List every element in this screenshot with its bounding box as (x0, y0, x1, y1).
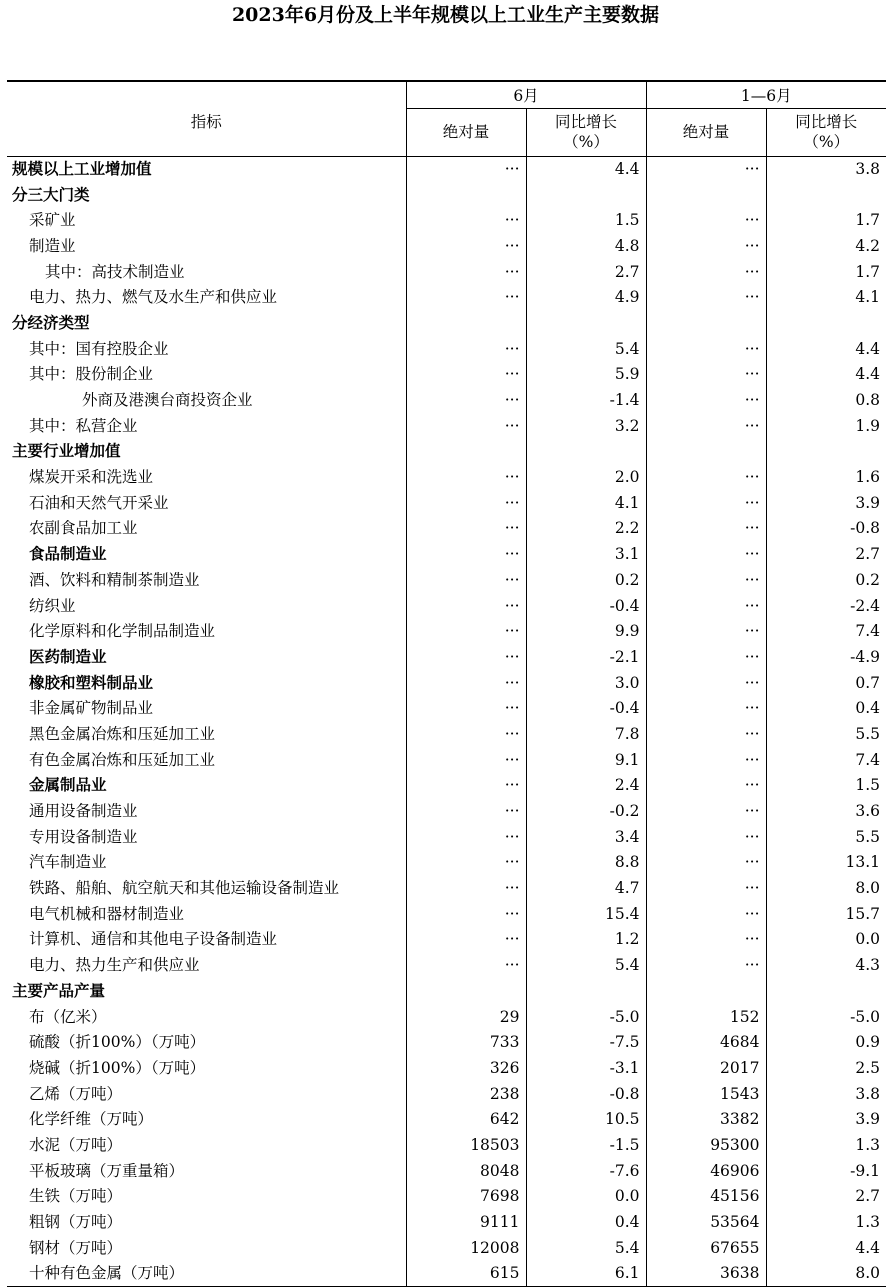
jan-june-absolute-cell (646, 978, 766, 1004)
page-title: 2023年6月份及上半年规模以上工业生产主要数据 (231, 4, 660, 26)
jan-june-yoy-cell: 4.4 (766, 362, 886, 388)
jan-june-absolute-cell: ··· (646, 798, 766, 824)
jan-june-yoy-cell: 15.7 (766, 901, 886, 927)
table-row (7, 773, 886, 799)
table-row (7, 901, 886, 927)
row-label: 制造业 (29, 236, 76, 255)
june-absolute-cell: ··· (406, 593, 526, 619)
june-absolute-cell (406, 182, 526, 208)
june-yoy-cell: -1.4 (526, 387, 646, 413)
jan-june-yoy-cell: 0.9 (766, 1029, 886, 1055)
june-yoy-cell: -2.1 (526, 644, 646, 670)
june-yoy-cell: 2.7 (526, 259, 646, 285)
jan-june-absolute-cell: ··· (646, 516, 766, 542)
table-row (7, 182, 886, 208)
june-absolute-cell: ··· (406, 490, 526, 516)
row-label: 石油和天然气开采业 (29, 493, 169, 512)
june-absolute-cell: ··· (406, 516, 526, 542)
june-absolute-cell: 8048 (406, 1158, 526, 1184)
jan-june-yoy-cell (766, 439, 886, 465)
jan-june-yoy-cell: 1.3 (766, 1209, 886, 1235)
table-row (7, 927, 886, 953)
table-row (7, 1029, 886, 1055)
jan-june-yoy-cell: 4.2 (766, 233, 886, 259)
jan-june-yoy-cell: -0.8 (766, 516, 886, 542)
jan-june-absolute-cell: 4684 (646, 1029, 766, 1055)
june-absolute-cell: 642 (406, 1106, 526, 1132)
jan-june-yoy-cell: 0.8 (766, 387, 886, 413)
june-yoy-cell: 5.4 (526, 336, 646, 362)
jan-june-yoy-cell: 13.1 (766, 850, 886, 876)
june-yoy-cell: -0.2 (526, 798, 646, 824)
row-label: 粗钢（万吨） (29, 1213, 123, 1232)
row-label: 采矿业 (29, 211, 76, 230)
june-yoy-cell: -7.5 (526, 1029, 646, 1055)
header-june: 6月 (406, 81, 646, 108)
jan-june-yoy-cell: 2.7 (766, 541, 886, 567)
june-absolute-cell (406, 978, 526, 1004)
row-label: 硫酸（折100%）（万吨） (29, 1033, 206, 1052)
june-yoy-cell: 0.0 (526, 1184, 646, 1210)
jan-june-yoy-cell (766, 978, 886, 1004)
table-row (7, 1209, 886, 1235)
table-row (7, 721, 886, 747)
table-row (7, 1261, 886, 1287)
jan-june-absolute-cell: ··· (646, 567, 766, 593)
row-label: 电力、热力生产和供应业 (29, 956, 200, 975)
table-row (7, 952, 886, 978)
table-row (7, 516, 886, 542)
june-yoy-cell: 10.5 (526, 1106, 646, 1132)
table-row (7, 207, 886, 233)
june-yoy-cell: 8.8 (526, 850, 646, 876)
table-row (7, 387, 886, 413)
jan-june-absolute-cell: ··· (646, 747, 766, 773)
jan-june-yoy-cell: 5.5 (766, 824, 886, 850)
row-label: 其中：高技术制造业 (45, 262, 185, 281)
june-yoy-cell: -5.0 (526, 1004, 646, 1030)
row-label: 电力、热力、燃气及水生产和供应业 (29, 288, 278, 307)
jan-june-yoy-cell: 4.1 (766, 284, 886, 310)
june-yoy-cell: 2.0 (526, 464, 646, 490)
row-label: 酒、饮料和精制茶制造业 (29, 570, 200, 589)
june-absolute-cell: 615 (406, 1261, 526, 1287)
jan-june-absolute-cell: 3382 (646, 1106, 766, 1132)
jan-june-absolute-cell: 53564 (646, 1209, 766, 1235)
row-label: 非金属矿物制品业 (29, 699, 154, 718)
table-row (7, 1235, 886, 1261)
june-absolute-cell: ··· (406, 901, 526, 927)
june-yoy-cell: 0.2 (526, 567, 646, 593)
june-yoy-cell: 9.1 (526, 747, 646, 773)
jan-june-absolute-cell: ··· (646, 490, 766, 516)
jan-june-yoy-cell: -2.4 (766, 593, 886, 619)
row-label: 分三大门类 (12, 184, 90, 204)
june-absolute-cell: ··· (406, 927, 526, 953)
june-yoy-cell: -1.5 (526, 1132, 646, 1158)
table-row (7, 695, 886, 721)
row-label: 食品制造业 (29, 544, 107, 564)
table-row (7, 490, 886, 516)
june-yoy-cell: 3.0 (526, 670, 646, 696)
june-yoy-cell: -0.4 (526, 695, 646, 721)
june-absolute-cell (406, 439, 526, 465)
table-row (7, 618, 886, 644)
jan-june-yoy-cell: 3.9 (766, 1106, 886, 1132)
row-label: 电气机械和器材制造业 (29, 904, 185, 923)
june-yoy-cell: 4.8 (526, 233, 646, 259)
row-label: 主要行业增加值 (12, 441, 121, 461)
row-label: 化学纤维（万吨） (29, 1110, 154, 1129)
june-absolute-cell: ··· (406, 824, 526, 850)
jan-june-absolute-cell: ··· (646, 259, 766, 285)
row-label: 计算机、通信和其他电子设备制造业 (29, 930, 278, 949)
table-row (7, 439, 886, 465)
row-label: 煤炭开采和洗选业 (29, 468, 154, 487)
june-absolute-cell: 12008 (406, 1235, 526, 1261)
table-row (7, 233, 886, 259)
table-body (7, 156, 886, 1286)
row-label: 其中：国有控股企业 (29, 339, 169, 358)
jan-june-yoy-cell: 0.7 (766, 670, 886, 696)
jan-june-yoy-cell: 4.3 (766, 952, 886, 978)
row-label: 生铁（万吨） (29, 1187, 123, 1206)
june-absolute-cell: ··· (406, 387, 526, 413)
table-row (7, 978, 886, 1004)
june-absolute-cell: ··· (406, 695, 526, 721)
table-row (7, 336, 886, 362)
table-row (7, 1158, 886, 1184)
jan-june-yoy-cell: 1.7 (766, 207, 886, 233)
table-row (7, 875, 886, 901)
table-row (7, 1184, 886, 1210)
table-row (7, 798, 886, 824)
row-label: 分经济类型 (12, 312, 90, 332)
june-yoy-cell: 3.4 (526, 824, 646, 850)
jan-june-absolute-cell: 1543 (646, 1081, 766, 1107)
jan-june-absolute-cell: ··· (646, 952, 766, 978)
june-absolute-cell (406, 310, 526, 336)
june-absolute-cell: ··· (406, 156, 526, 182)
june-absolute-cell: ··· (406, 464, 526, 490)
jan-june-yoy-cell: 0.0 (766, 927, 886, 953)
june-yoy-cell: 3.2 (526, 413, 646, 439)
june-absolute-cell: ··· (406, 670, 526, 696)
jan-june-absolute-cell: ··· (646, 284, 766, 310)
june-absolute-cell: ··· (406, 413, 526, 439)
table-row (7, 670, 886, 696)
june-yoy-cell: 4.7 (526, 875, 646, 901)
june-absolute-cell: ··· (406, 773, 526, 799)
jan-june-yoy-cell: 3.6 (766, 798, 886, 824)
row-label: 烧碱（折100%）（万吨） (29, 1058, 206, 1077)
jan-june-yoy-cell: 7.4 (766, 747, 886, 773)
june-yoy-cell: 2.2 (526, 516, 646, 542)
table-row (7, 541, 886, 567)
june-absolute-cell: ··· (406, 207, 526, 233)
jan-june-yoy-cell: 1.7 (766, 259, 886, 285)
june-absolute-cell: ··· (406, 875, 526, 901)
jan-june-absolute-cell: ··· (646, 721, 766, 747)
jan-june-absolute-cell: ··· (646, 927, 766, 953)
row-label: 水泥（万吨） (29, 1135, 123, 1154)
row-label: 主要产品产量 (12, 980, 106, 1000)
row-label: 化学原料和化学制品制造业 (29, 622, 216, 641)
jan-june-absolute-cell: 3638 (646, 1261, 766, 1287)
june-absolute-cell: ··· (406, 644, 526, 670)
row-label: 乙烯（万吨） (29, 1084, 123, 1103)
row-label: 十种有色金属（万吨） (7, 1261, 406, 1287)
header-jan-june: 1—6月 (646, 81, 886, 108)
table-row (7, 850, 886, 876)
june-absolute-cell: 7698 (406, 1184, 526, 1210)
jan-june-absolute-cell: 2017 (646, 1055, 766, 1081)
jan-june-absolute-cell: 45156 (646, 1184, 766, 1210)
table-row (7, 1004, 886, 1030)
june-yoy-cell: 1.5 (526, 207, 646, 233)
jan-june-absolute-cell: ··· (646, 670, 766, 696)
june-yoy-cell (526, 182, 646, 208)
row-label: 黑色金属冶炼和压延加工业 (29, 724, 216, 743)
jan-june-yoy-cell: 8.0 (766, 875, 886, 901)
june-absolute-cell: ··· (406, 362, 526, 388)
jan-june-absolute-cell: ··· (646, 644, 766, 670)
june-absolute-cell: 238 (406, 1081, 526, 1107)
table-row (7, 1106, 886, 1132)
june-yoy-cell (526, 978, 646, 1004)
table-row (7, 1055, 886, 1081)
jan-june-absolute-cell: ··· (646, 464, 766, 490)
jan-june-yoy-cell: 4.4 (766, 1235, 886, 1261)
june-absolute-cell: ··· (406, 233, 526, 259)
header-june-absolute: 绝对量 (406, 108, 526, 156)
june-yoy-cell: -0.8 (526, 1081, 646, 1107)
header-indicator: 指标 (7, 81, 406, 156)
header-june-yoy: 同比增长 （%） (526, 108, 646, 156)
jan-june-yoy-cell: 1.5 (766, 773, 886, 799)
jan-june-yoy-cell: 4.4 (766, 336, 886, 362)
row-label: 钢材（万吨） (29, 1238, 123, 1257)
row-label: 其中：股份制企业 (29, 365, 154, 384)
jan-june-absolute-cell: 46906 (646, 1158, 766, 1184)
jan-june-absolute-cell: ··· (646, 362, 766, 388)
june-yoy-cell: 3.1 (526, 541, 646, 567)
jan-june-absolute-cell: ··· (646, 387, 766, 413)
row-label: 外商及港澳台商投资企业 (82, 391, 253, 410)
june-yoy-cell: 4.1 (526, 490, 646, 516)
jan-june-absolute-cell: 95300 (646, 1132, 766, 1158)
jan-june-absolute-cell: ··· (646, 207, 766, 233)
jan-june-absolute-cell: ··· (646, 875, 766, 901)
table-row (7, 284, 886, 310)
june-yoy-cell: -3.1 (526, 1055, 646, 1081)
june-absolute-cell: ··· (406, 798, 526, 824)
june-absolute-cell: ··· (406, 259, 526, 285)
jan-june-yoy-cell: 3.8 (766, 1081, 886, 1107)
june-absolute-cell: ··· (406, 747, 526, 773)
row-label: 橡胶和塑料制品业 (29, 672, 154, 692)
table-row (7, 259, 886, 285)
row-label: 金属制品业 (29, 775, 107, 795)
jan-june-yoy-cell: 5.5 (766, 721, 886, 747)
jan-june-absolute-cell: ··· (646, 233, 766, 259)
row-label: 有色金属冶炼和压延加工业 (29, 750, 216, 769)
june-yoy-cell: 6.1 (526, 1261, 646, 1287)
jan-june-absolute-cell: ··· (646, 413, 766, 439)
industrial-data-table (7, 80, 886, 1287)
june-yoy-cell: 9.9 (526, 618, 646, 644)
row-label: 通用设备制造业 (29, 802, 138, 821)
june-yoy-cell (526, 310, 646, 336)
row-label: 农副食品加工业 (29, 519, 138, 538)
jan-june-yoy-cell (766, 182, 886, 208)
june-absolute-cell: ··· (406, 618, 526, 644)
june-absolute-cell: ··· (406, 541, 526, 567)
table-row (7, 747, 886, 773)
june-absolute-cell: ··· (406, 721, 526, 747)
june-absolute-cell: 326 (406, 1055, 526, 1081)
june-yoy-cell: 7.8 (526, 721, 646, 747)
row-label: 专用设备制造业 (29, 827, 138, 846)
table-row (7, 1132, 886, 1158)
row-label: 汽车制造业 (29, 853, 107, 872)
june-yoy-cell: 5.4 (526, 1235, 646, 1261)
june-absolute-cell: ··· (406, 284, 526, 310)
june-yoy-cell: -0.4 (526, 593, 646, 619)
jan-june-absolute-cell: ··· (646, 156, 766, 182)
row-label: 平板玻璃（万重量箱） (29, 1161, 185, 1180)
jan-june-yoy-cell: 2.5 (766, 1055, 886, 1081)
jan-june-yoy-cell: 0.4 (766, 695, 886, 721)
jan-june-absolute-cell (646, 310, 766, 336)
table-row (7, 593, 886, 619)
june-yoy-cell: 2.4 (526, 773, 646, 799)
row-label: 铁路、船舶、航空航天和其他运输设备制造业 (29, 879, 340, 898)
jan-june-absolute-cell: ··· (646, 824, 766, 850)
table-row (7, 824, 886, 850)
june-yoy-cell: -7.6 (526, 1158, 646, 1184)
jan-june-absolute-cell: ··· (646, 541, 766, 567)
jan-june-yoy-cell: 7.4 (766, 618, 886, 644)
jan-june-yoy-cell: 1.9 (766, 413, 886, 439)
june-yoy-cell: 5.9 (526, 362, 646, 388)
june-yoy-cell: 5.4 (526, 952, 646, 978)
june-absolute-cell: 733 (406, 1029, 526, 1055)
jan-june-absolute-cell: ··· (646, 618, 766, 644)
jan-june-yoy-cell: 3.9 (766, 490, 886, 516)
jan-june-absolute-cell: 67655 (646, 1235, 766, 1261)
jan-june-yoy-cell: 3.8 (766, 156, 886, 182)
header-jan-june-absolute: 绝对量 (646, 108, 766, 156)
june-yoy-cell: 15.4 (526, 901, 646, 927)
jan-june-absolute-cell (646, 439, 766, 465)
june-yoy-cell (526, 439, 646, 465)
table-row (7, 310, 886, 336)
row-label: 布（亿米） (29, 1007, 107, 1026)
jan-june-yoy-cell: -4.9 (766, 644, 886, 670)
table-row (7, 362, 886, 388)
row-label: 纺织业 (29, 596, 76, 615)
jan-june-yoy-cell: -5.0 (766, 1004, 886, 1030)
june-absolute-cell: ··· (406, 336, 526, 362)
jan-june-absolute-cell: ··· (646, 593, 766, 619)
june-yoy-cell: 4.9 (526, 284, 646, 310)
jan-june-yoy-cell: 1.3 (766, 1132, 886, 1158)
jan-june-absolute-cell: ··· (646, 901, 766, 927)
jan-june-absolute-cell: ··· (646, 850, 766, 876)
jan-june-yoy-cell: 8.0 (766, 1261, 886, 1287)
jan-june-yoy-cell: 1.6 (766, 464, 886, 490)
june-yoy-cell: 4.4 (526, 156, 646, 182)
table-row (7, 156, 886, 182)
table-row (7, 413, 886, 439)
row-label: 其中：私营企业 (29, 416, 138, 435)
jan-june-absolute-cell: 152 (646, 1004, 766, 1030)
table-row (7, 644, 886, 670)
jan-june-yoy-cell: -9.1 (766, 1158, 886, 1184)
table-row (7, 1081, 886, 1107)
jan-june-yoy-cell: 2.7 (766, 1184, 886, 1210)
june-absolute-cell: ··· (406, 567, 526, 593)
june-absolute-cell: 29 (406, 1004, 526, 1030)
jan-june-absolute-cell: ··· (646, 336, 766, 362)
row-label: 规模以上工业增加值 (12, 159, 152, 179)
jan-june-yoy-cell: 0.2 (766, 567, 886, 593)
june-absolute-cell: ··· (406, 850, 526, 876)
jan-june-absolute-cell: ··· (646, 695, 766, 721)
june-yoy-cell: 1.2 (526, 927, 646, 953)
jan-june-absolute-cell: ··· (646, 773, 766, 799)
row-label: 医药制造业 (29, 646, 107, 666)
table-row (7, 464, 886, 490)
jan-june-yoy-cell (766, 310, 886, 336)
header-jan-june-yoy: 同比增长 （%） (766, 108, 886, 156)
june-absolute-cell: 18503 (406, 1132, 526, 1158)
table-row (7, 567, 886, 593)
june-yoy-cell: 0.4 (526, 1209, 646, 1235)
june-absolute-cell: ··· (406, 952, 526, 978)
june-absolute-cell: 9111 (406, 1209, 526, 1235)
jan-june-absolute-cell (646, 182, 766, 208)
